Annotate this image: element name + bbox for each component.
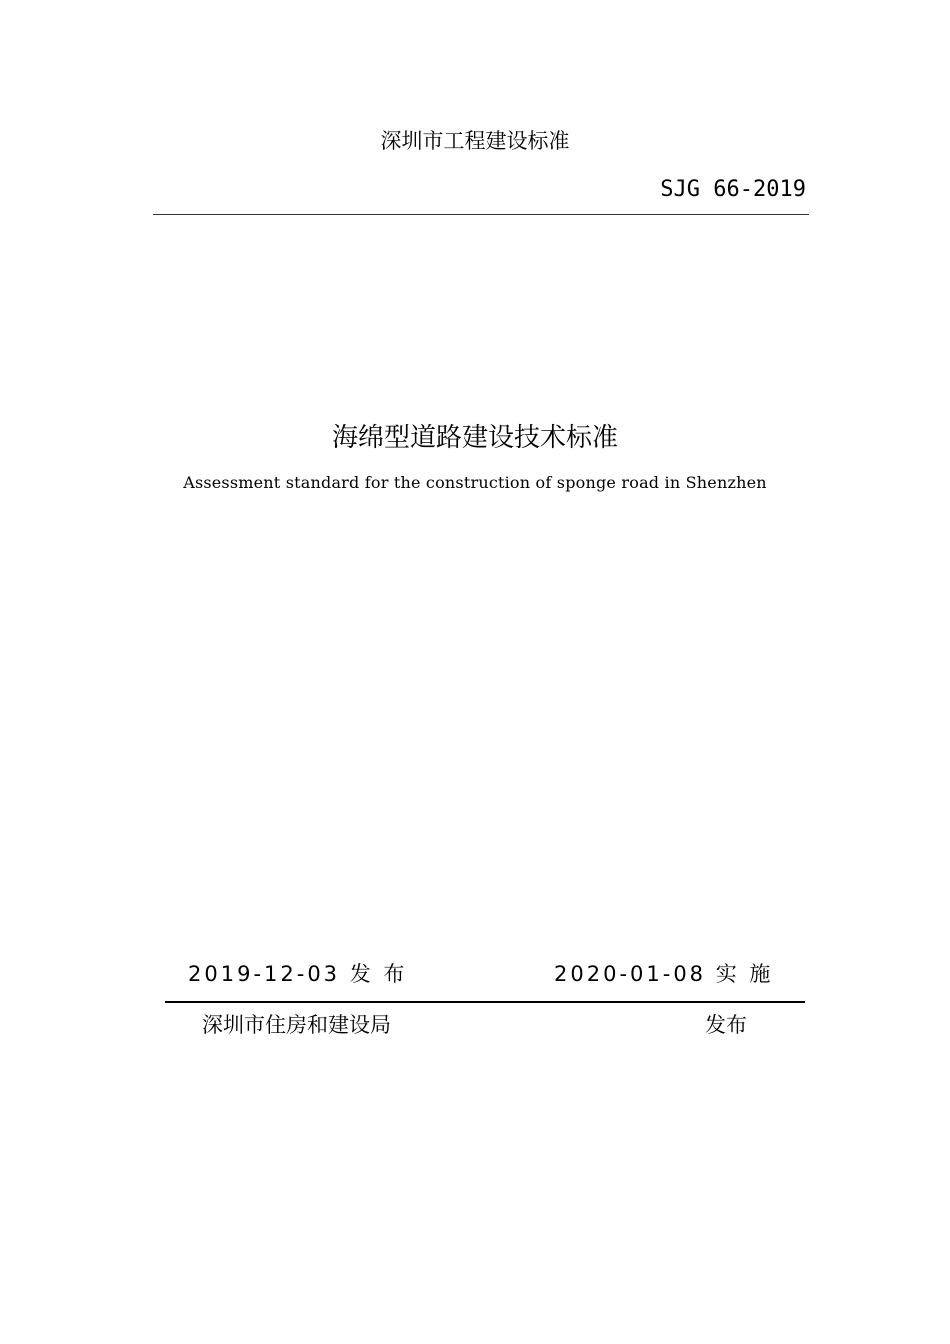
- document-title-chinese: 海绵型道路建设技术标准: [331, 423, 618, 453]
- issue-date: 2019-12-03 发 布: [188, 962, 408, 986]
- footer-divider: [165, 1001, 805, 1003]
- standard-code: SJG 66-2019: [660, 177, 806, 202]
- effective-date: 2020-01-08 实 施: [554, 962, 774, 986]
- document-title-english: Assessment standard for the construction of sponge road in Shenzhen: [183, 473, 767, 492]
- publish-label: 发布: [705, 1013, 747, 1037]
- series-title: 深圳市工程建设标准: [380, 129, 570, 153]
- publisher-name: 深圳市住房和建设局: [202, 1013, 391, 1037]
- header-divider: [153, 214, 809, 215]
